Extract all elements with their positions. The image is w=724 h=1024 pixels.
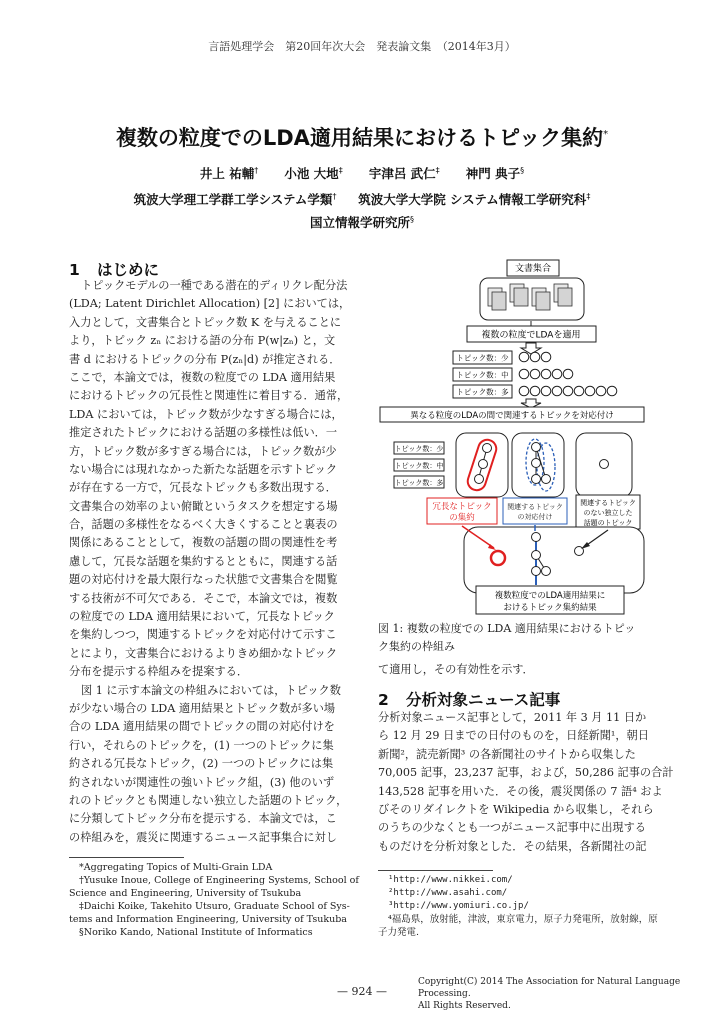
- copyright-notice: [418, 976, 724, 1012]
- footnote-rule: [378, 870, 493, 871]
- text-line: のうちの少なくとも一つがニュース記事中に出現する: [378, 821, 646, 835]
- footnote: ‡Daichi Koike, Takehito Utsuro, Graduate School of Sys-: [79, 901, 350, 912]
- text-line: の枠組みを，震災に関連するニュース記事集合に対し: [69, 830, 337, 844]
- text-line: する技術が不可欠である．そこで，本論文では，複数: [69, 591, 338, 605]
- result-label-line: おけるトピック集約結果: [503, 603, 597, 613]
- continued-text: て適用し，その有効性を示す．: [378, 663, 534, 676]
- text-line: 分布を提示する枠組みを提案する．: [69, 665, 249, 679]
- copyright-line: All Rights Reserved.: [418, 1001, 511, 1011]
- text-line: 合の LDA 適用結果の間でトピックの間の対応付けを: [69, 720, 335, 734]
- text-line: 約されないが関連性の強いトピック組，(3) 他のいず: [69, 775, 335, 789]
- affiliation: 筑波大学理工学群工学システム学類†: [133, 191, 337, 207]
- text-line: 新聞²，読売新聞³ の各新聞社のサイトから収集した: [378, 747, 636, 761]
- text-line: 70,005 記事，23,237 記事，および，50,286 記事の合計: [378, 766, 674, 780]
- author: 宇津呂 武仁‡: [368, 165, 440, 181]
- text-line: 関係にあることとして，複数の話題の間の関連性を考: [69, 536, 338, 550]
- row-label: トピック数：少: [456, 353, 509, 363]
- topic-rows-middle: [394, 442, 444, 488]
- section1-paragraph-1: [69, 277, 356, 847]
- figure-1-framework-diagram: [376, 255, 660, 617]
- footnote-url: ²http://www.asahi.com/: [388, 888, 508, 898]
- section-heading-2: [378, 688, 560, 710]
- text-line: 143,528 記事を用いた．その後，震災関係の 7 語⁴ およ: [378, 784, 663, 798]
- proceedings-header: 言語処理学会 第20回年次大会 発表論文集 （2014年3月）: [208, 40, 516, 53]
- text-line: に分類してトピック分布を提示する．本論文では，こ: [69, 812, 337, 826]
- text-line: ものだけを分析対象とした．その結果，各新聞社の記: [378, 839, 647, 853]
- label-black-line: 関連するトピック: [580, 499, 636, 507]
- footnotes-left: [69, 861, 359, 939]
- text-line: 分析対象ニュース記事として，2011 年 3 月 11 日か: [378, 711, 647, 724]
- footnote-rule: [69, 857, 184, 858]
- row-label: トピック数：多: [394, 479, 444, 487]
- footnote: 子力発電.: [378, 927, 420, 938]
- text-line: ここで，本論文では，複数の粒度での LDA 適用結果: [69, 370, 336, 384]
- row-label: トピック数：少: [394, 445, 444, 453]
- text-line: 合，話題の多様性をなるべく大きくすることと裏表の: [69, 518, 338, 532]
- apply-lda-label: 複数の粒度でLDAを適用: [481, 330, 581, 341]
- footnote: tems and Information Engineering, University of Tsukuba: [69, 914, 347, 925]
- label-blue-line: 関連するトピック: [507, 503, 563, 511]
- title-text: 複数の粒度でのLDA適用結果におけるトピック集約: [115, 126, 604, 150]
- text-line: 書 d におけるトピックの分布 P(zₙ|d) が推定される．: [69, 352, 341, 366]
- label-black-line: のない独立した: [583, 509, 633, 517]
- copyright-line: Copyright(C) 2014 The Association for Natural Language Processing.: [418, 977, 681, 999]
- text-line: 推定されたトピックにおける話題の多様性は低い．一: [69, 426, 338, 440]
- section-number: 2: [378, 691, 389, 709]
- section-title: はじめに: [97, 261, 160, 279]
- footnote-url: ¹http://www.nikkei.com/: [388, 875, 513, 885]
- paper-title: [0, 122, 724, 152]
- text-line: LDA においては，トピック数が少なすぎる場合には，: [69, 407, 343, 421]
- affiliation-line-2: [0, 213, 724, 231]
- affiliation: 国立情報学研究所§: [309, 214, 414, 230]
- footnotes-right: [378, 874, 668, 939]
- caption-line: ク集約の枠組み: [378, 640, 455, 654]
- footnote: §Noriko Kando, National Institute of Informatics: [79, 927, 313, 938]
- author: 井上 祐輔†: [199, 165, 259, 181]
- text-line: 方，トピック数が多すぎる場合には，トピック数が少: [69, 444, 337, 458]
- row-label: トピック数：多: [456, 387, 509, 397]
- section2-paragraph: [378, 709, 674, 856]
- caption-line: 図 1: 複数の粒度での LDA 適用結果におけるトピッ: [378, 622, 636, 635]
- topic-rows-top: [453, 351, 617, 398]
- text-line: 文書集合の効率のよい俯瞰というタスクを想定する場: [69, 499, 338, 513]
- align-topics-label: 異なる粒度のLDAの間で関連するトピックを対応付け: [410, 411, 614, 421]
- text-line: ない場合には現れなかった新たな話題を示すトピック: [69, 462, 338, 476]
- footnote: *Aggregating Topics of Multi-Grain LDA: [79, 862, 273, 873]
- text-line: が少ない場合の LDA 適用結果とトピック数が多い場: [69, 701, 336, 715]
- author: 小池 大地‡: [284, 165, 343, 181]
- text-line: トピックモデルの一種である潜在的ディリクレ配分法: [81, 279, 348, 292]
- doc-set-label: 文書集合: [514, 264, 552, 274]
- text-line: 題の対応付けを最大限行なった状態で文書集合を閲覧: [69, 573, 338, 587]
- text-line: におけるトピックの冗長性と関連性に着目する．通常，: [69, 389, 349, 403]
- result-label-line: 複数粒度でのLDA適用結果に: [494, 591, 606, 601]
- row-label: トピック数：中: [456, 370, 509, 380]
- label-red-line: の集約: [449, 513, 475, 523]
- independent-topic: [600, 460, 609, 469]
- aggregated-topic: [491, 551, 505, 565]
- row-label: トピック数：中: [394, 462, 444, 470]
- section-number: 1: [69, 261, 80, 279]
- text-line: が存在する一方で，冗長なトピックも多数出現する．: [69, 481, 337, 495]
- text-line: 約される冗長なトピック，(2) 一つのトピックには集: [69, 757, 334, 771]
- text-line: より，トピック zₙ における語の分布 P(w|zₙ) と，文: [69, 334, 336, 348]
- label-black-line: 話題のトピック: [583, 519, 633, 527]
- text-line: を集約しつつ，関連するトピックを対応付けて示すこ: [69, 628, 337, 642]
- text-line: とにより，文書集合におけるよりきめ細かなトピック: [69, 646, 338, 660]
- text-line: びそのリダイレクトを Wikipedia から収集し，それら: [378, 802, 654, 816]
- footnote: †Yusuke Inoue, College of Engineering Systems, School of: [79, 875, 359, 886]
- label-blue-line: の対応付け: [517, 513, 553, 521]
- section-title: 分析対象ニュース記事: [406, 691, 561, 709]
- text-line: 図 1 に示す本論文の枠組みにおいては，トピック数: [81, 683, 341, 697]
- text-line: 行い，それらのトピックを，(1) 一つのトピックに集: [69, 738, 334, 752]
- figure-1-caption: [378, 620, 668, 657]
- affiliation: 筑波大学大学院 システム情報工学研究科‡: [358, 191, 591, 207]
- footnote: ⁴福島県，放射能，津波，東京電力，原子力発電所，放射線，原: [388, 914, 658, 925]
- label-red-line: 冗長なトピック: [432, 502, 492, 512]
- text-line: の粒度での LDA 適用結果において，冗長なトピック: [69, 610, 335, 624]
- title-mark: *: [603, 129, 609, 140]
- text-line: 慮して，冗長な話題を集約するとともに，関連する話: [69, 554, 338, 568]
- page-number: — 924 —: [337, 985, 387, 998]
- text-line: れのトピックとも関連しない独立した話題のトピック，: [69, 793, 348, 807]
- affiliation-line-1: [0, 190, 724, 208]
- text-line: (LDA; Latent Dirichlet Allocation) [2] においては，: [69, 297, 351, 311]
- text-line: ら 12 月 29 日までの日付のものを，日経新聞¹，朝日: [378, 729, 649, 743]
- author-list: [0, 164, 724, 182]
- text-line: 入力として，文書集合とトピック数 K を与えることに: [69, 315, 342, 329]
- author: 神門 典子§: [465, 165, 525, 181]
- footnote: Science and Engineering, University of Tsukuba: [69, 888, 302, 899]
- footnote-url: ³http://www.yomiuri.co.jp/: [388, 901, 529, 911]
